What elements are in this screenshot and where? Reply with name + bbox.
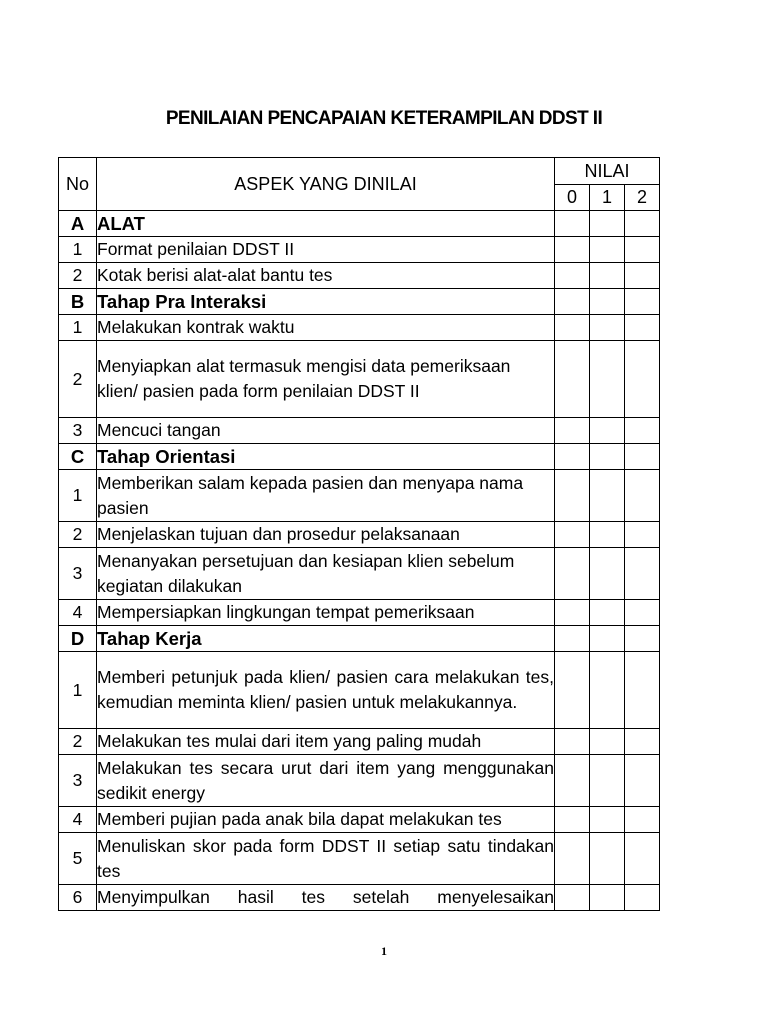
score-cell-1[interactable] bbox=[590, 626, 625, 652]
score-cell-2[interactable] bbox=[625, 211, 660, 237]
score-cell-0[interactable] bbox=[555, 263, 590, 289]
score-cell-2[interactable] bbox=[625, 522, 660, 548]
score-cell-0[interactable] bbox=[555, 755, 590, 807]
item-number: 3 bbox=[59, 755, 97, 807]
score-cell-2[interactable] bbox=[625, 418, 660, 444]
score-cell-1[interactable] bbox=[590, 263, 625, 289]
table-row bbox=[59, 755, 660, 807]
score-cell-0[interactable] bbox=[555, 289, 590, 315]
table-row bbox=[59, 807, 660, 833]
item-number: 3 bbox=[59, 548, 97, 600]
aspect-text: Memberikan salam kepada pasien dan menyapa nama pasien bbox=[97, 470, 555, 522]
score-cell-2[interactable] bbox=[625, 833, 660, 885]
score-cell-1[interactable] bbox=[590, 470, 625, 522]
header-no: No bbox=[59, 158, 97, 211]
score-cell-1[interactable] bbox=[590, 315, 625, 341]
table-row bbox=[59, 315, 660, 341]
table-row bbox=[59, 652, 660, 729]
aspect-text: Format penilaian DDST II bbox=[97, 237, 555, 263]
score-cell-0[interactable] bbox=[555, 548, 590, 600]
section-row bbox=[59, 444, 660, 470]
score-cell-2[interactable] bbox=[625, 729, 660, 755]
section-letter: A bbox=[59, 211, 97, 237]
item-number: 1 bbox=[59, 237, 97, 263]
section-title: Tahap Orientasi bbox=[97, 444, 555, 470]
score-cell-1[interactable] bbox=[590, 211, 625, 237]
score-cell-1[interactable] bbox=[590, 652, 625, 729]
table-row bbox=[59, 729, 660, 755]
score-cell-2[interactable] bbox=[625, 341, 660, 418]
item-number: 3 bbox=[59, 418, 97, 444]
aspect-text: Memberi pujian pada anak bila dapat melakukan tes bbox=[97, 807, 555, 833]
table-row bbox=[59, 470, 660, 522]
item-number: 2 bbox=[59, 341, 97, 418]
item-number: 1 bbox=[59, 470, 97, 522]
score-cell-1[interactable] bbox=[590, 289, 625, 315]
score-cell-0[interactable] bbox=[555, 522, 590, 548]
score-cell-0[interactable] bbox=[555, 626, 590, 652]
score-cell-1[interactable] bbox=[590, 418, 625, 444]
aspect-text: Menjelaskan tujuan dan prosedur pelaksanaan bbox=[97, 522, 555, 548]
aspect-text: Memberi petunjuk pada klien/ pasien cara melakukan tes, kemudian meminta klien/ pasien untuk melakukannya. bbox=[97, 652, 555, 729]
score-cell-2[interactable] bbox=[625, 315, 660, 341]
item-number: 5 bbox=[59, 833, 97, 885]
item-number: 2 bbox=[59, 729, 97, 755]
page-number: 1 bbox=[381, 944, 387, 958]
section-title: ALAT bbox=[97, 211, 555, 237]
section-letter: D bbox=[59, 626, 97, 652]
score-cell-2[interactable] bbox=[625, 807, 660, 833]
score-cell-0[interactable] bbox=[555, 444, 590, 470]
item-number: 1 bbox=[59, 652, 97, 729]
table-row bbox=[59, 237, 660, 263]
score-cell-2[interactable] bbox=[625, 626, 660, 652]
aspect-text: Mencuci tangan bbox=[97, 418, 555, 444]
score-cell-2[interactable] bbox=[625, 885, 660, 911]
table-row bbox=[59, 548, 660, 600]
score-cell-1[interactable] bbox=[590, 548, 625, 600]
score-cell-1[interactable] bbox=[590, 444, 625, 470]
score-cell-2[interactable] bbox=[625, 548, 660, 600]
header-score-2: 2 bbox=[625, 185, 660, 211]
score-cell-0[interactable] bbox=[555, 211, 590, 237]
score-cell-0[interactable] bbox=[555, 833, 590, 885]
item-number: 4 bbox=[59, 600, 97, 626]
score-cell-0[interactable] bbox=[555, 600, 590, 626]
score-cell-0[interactable] bbox=[555, 341, 590, 418]
aspect-text: Menyiapkan alat termasuk mengisi data pemeriksaan klien/ pasien pada form penilaian DDST II bbox=[97, 341, 555, 418]
section-letter: C bbox=[59, 444, 97, 470]
aspect-text: Kotak berisi alat-alat bantu tes bbox=[97, 263, 555, 289]
score-cell-2[interactable] bbox=[625, 289, 660, 315]
item-number: 4 bbox=[59, 807, 97, 833]
aspect-text: Mempersiapkan lingkungan tempat pemeriksaan bbox=[97, 600, 555, 626]
table-row bbox=[59, 885, 660, 911]
assessment-table bbox=[58, 157, 660, 911]
score-cell-2[interactable] bbox=[625, 652, 660, 729]
score-cell-1[interactable] bbox=[590, 833, 625, 885]
table-row bbox=[59, 418, 660, 444]
score-cell-1[interactable] bbox=[590, 237, 625, 263]
section-row bbox=[59, 626, 660, 652]
aspect-text: Menyimpulkan hasil tes setelah menyelesaikan bbox=[97, 885, 555, 911]
table-row bbox=[59, 341, 660, 418]
table-row bbox=[59, 833, 660, 885]
score-cell-0[interactable] bbox=[555, 418, 590, 444]
score-cell-1[interactable] bbox=[590, 522, 625, 548]
section-row bbox=[59, 211, 660, 237]
item-number: 2 bbox=[59, 263, 97, 289]
score-cell-2[interactable] bbox=[625, 470, 660, 522]
score-cell-1[interactable] bbox=[590, 885, 625, 911]
aspect-text: Melakukan tes mulai dari item yang paling mudah bbox=[97, 729, 555, 755]
score-cell-0[interactable] bbox=[555, 885, 590, 911]
section-letter: B bbox=[59, 289, 97, 315]
item-number: 1 bbox=[59, 315, 97, 341]
table-body bbox=[59, 211, 660, 911]
section-title: Tahap Kerja bbox=[97, 626, 555, 652]
table-row bbox=[59, 522, 660, 548]
score-cell-1[interactable] bbox=[590, 807, 625, 833]
table-row bbox=[59, 263, 660, 289]
section-row bbox=[59, 289, 660, 315]
score-cell-1[interactable] bbox=[590, 341, 625, 418]
header-score-group: NILAI bbox=[555, 158, 660, 185]
score-cell-2[interactable] bbox=[625, 600, 660, 626]
score-cell-2[interactable] bbox=[625, 755, 660, 807]
aspect-text: Menanyakan persetujuan dan kesiapan klien sebelum kegiatan dilakukan bbox=[97, 548, 555, 600]
score-cell-0[interactable] bbox=[555, 315, 590, 341]
score-cell-0[interactable] bbox=[555, 237, 590, 263]
aspect-text: Menuliskan skor pada form DDST II setiap satu tindakan tes bbox=[97, 833, 555, 885]
score-cell-2[interactable] bbox=[625, 263, 660, 289]
item-number: 6 bbox=[59, 885, 97, 911]
score-cell-0[interactable] bbox=[555, 807, 590, 833]
header-score-1: 1 bbox=[590, 185, 625, 211]
score-cell-0[interactable] bbox=[555, 652, 590, 729]
score-cell-2[interactable] bbox=[625, 444, 660, 470]
score-cell-2[interactable] bbox=[625, 237, 660, 263]
score-cell-1[interactable] bbox=[590, 600, 625, 626]
score-cell-0[interactable] bbox=[555, 729, 590, 755]
document-title: PENILAIAN PENCAPAIAN KETERAMPILAN DDST II bbox=[165, 108, 603, 129]
aspect-text: Melakukan tes secara urut dari item yang menggunakan sedikit energy bbox=[97, 755, 555, 807]
table-row bbox=[59, 600, 660, 626]
header-score-0: 0 bbox=[555, 185, 590, 211]
aspect-text: Melakukan kontrak waktu bbox=[97, 315, 555, 341]
score-cell-1[interactable] bbox=[590, 755, 625, 807]
header-aspect: ASPEK YANG DINILAI bbox=[97, 158, 555, 211]
section-title: Tahap Pra Interaksi bbox=[97, 289, 555, 315]
score-cell-1[interactable] bbox=[590, 729, 625, 755]
item-number: 2 bbox=[59, 522, 97, 548]
score-cell-0[interactable] bbox=[555, 470, 590, 522]
